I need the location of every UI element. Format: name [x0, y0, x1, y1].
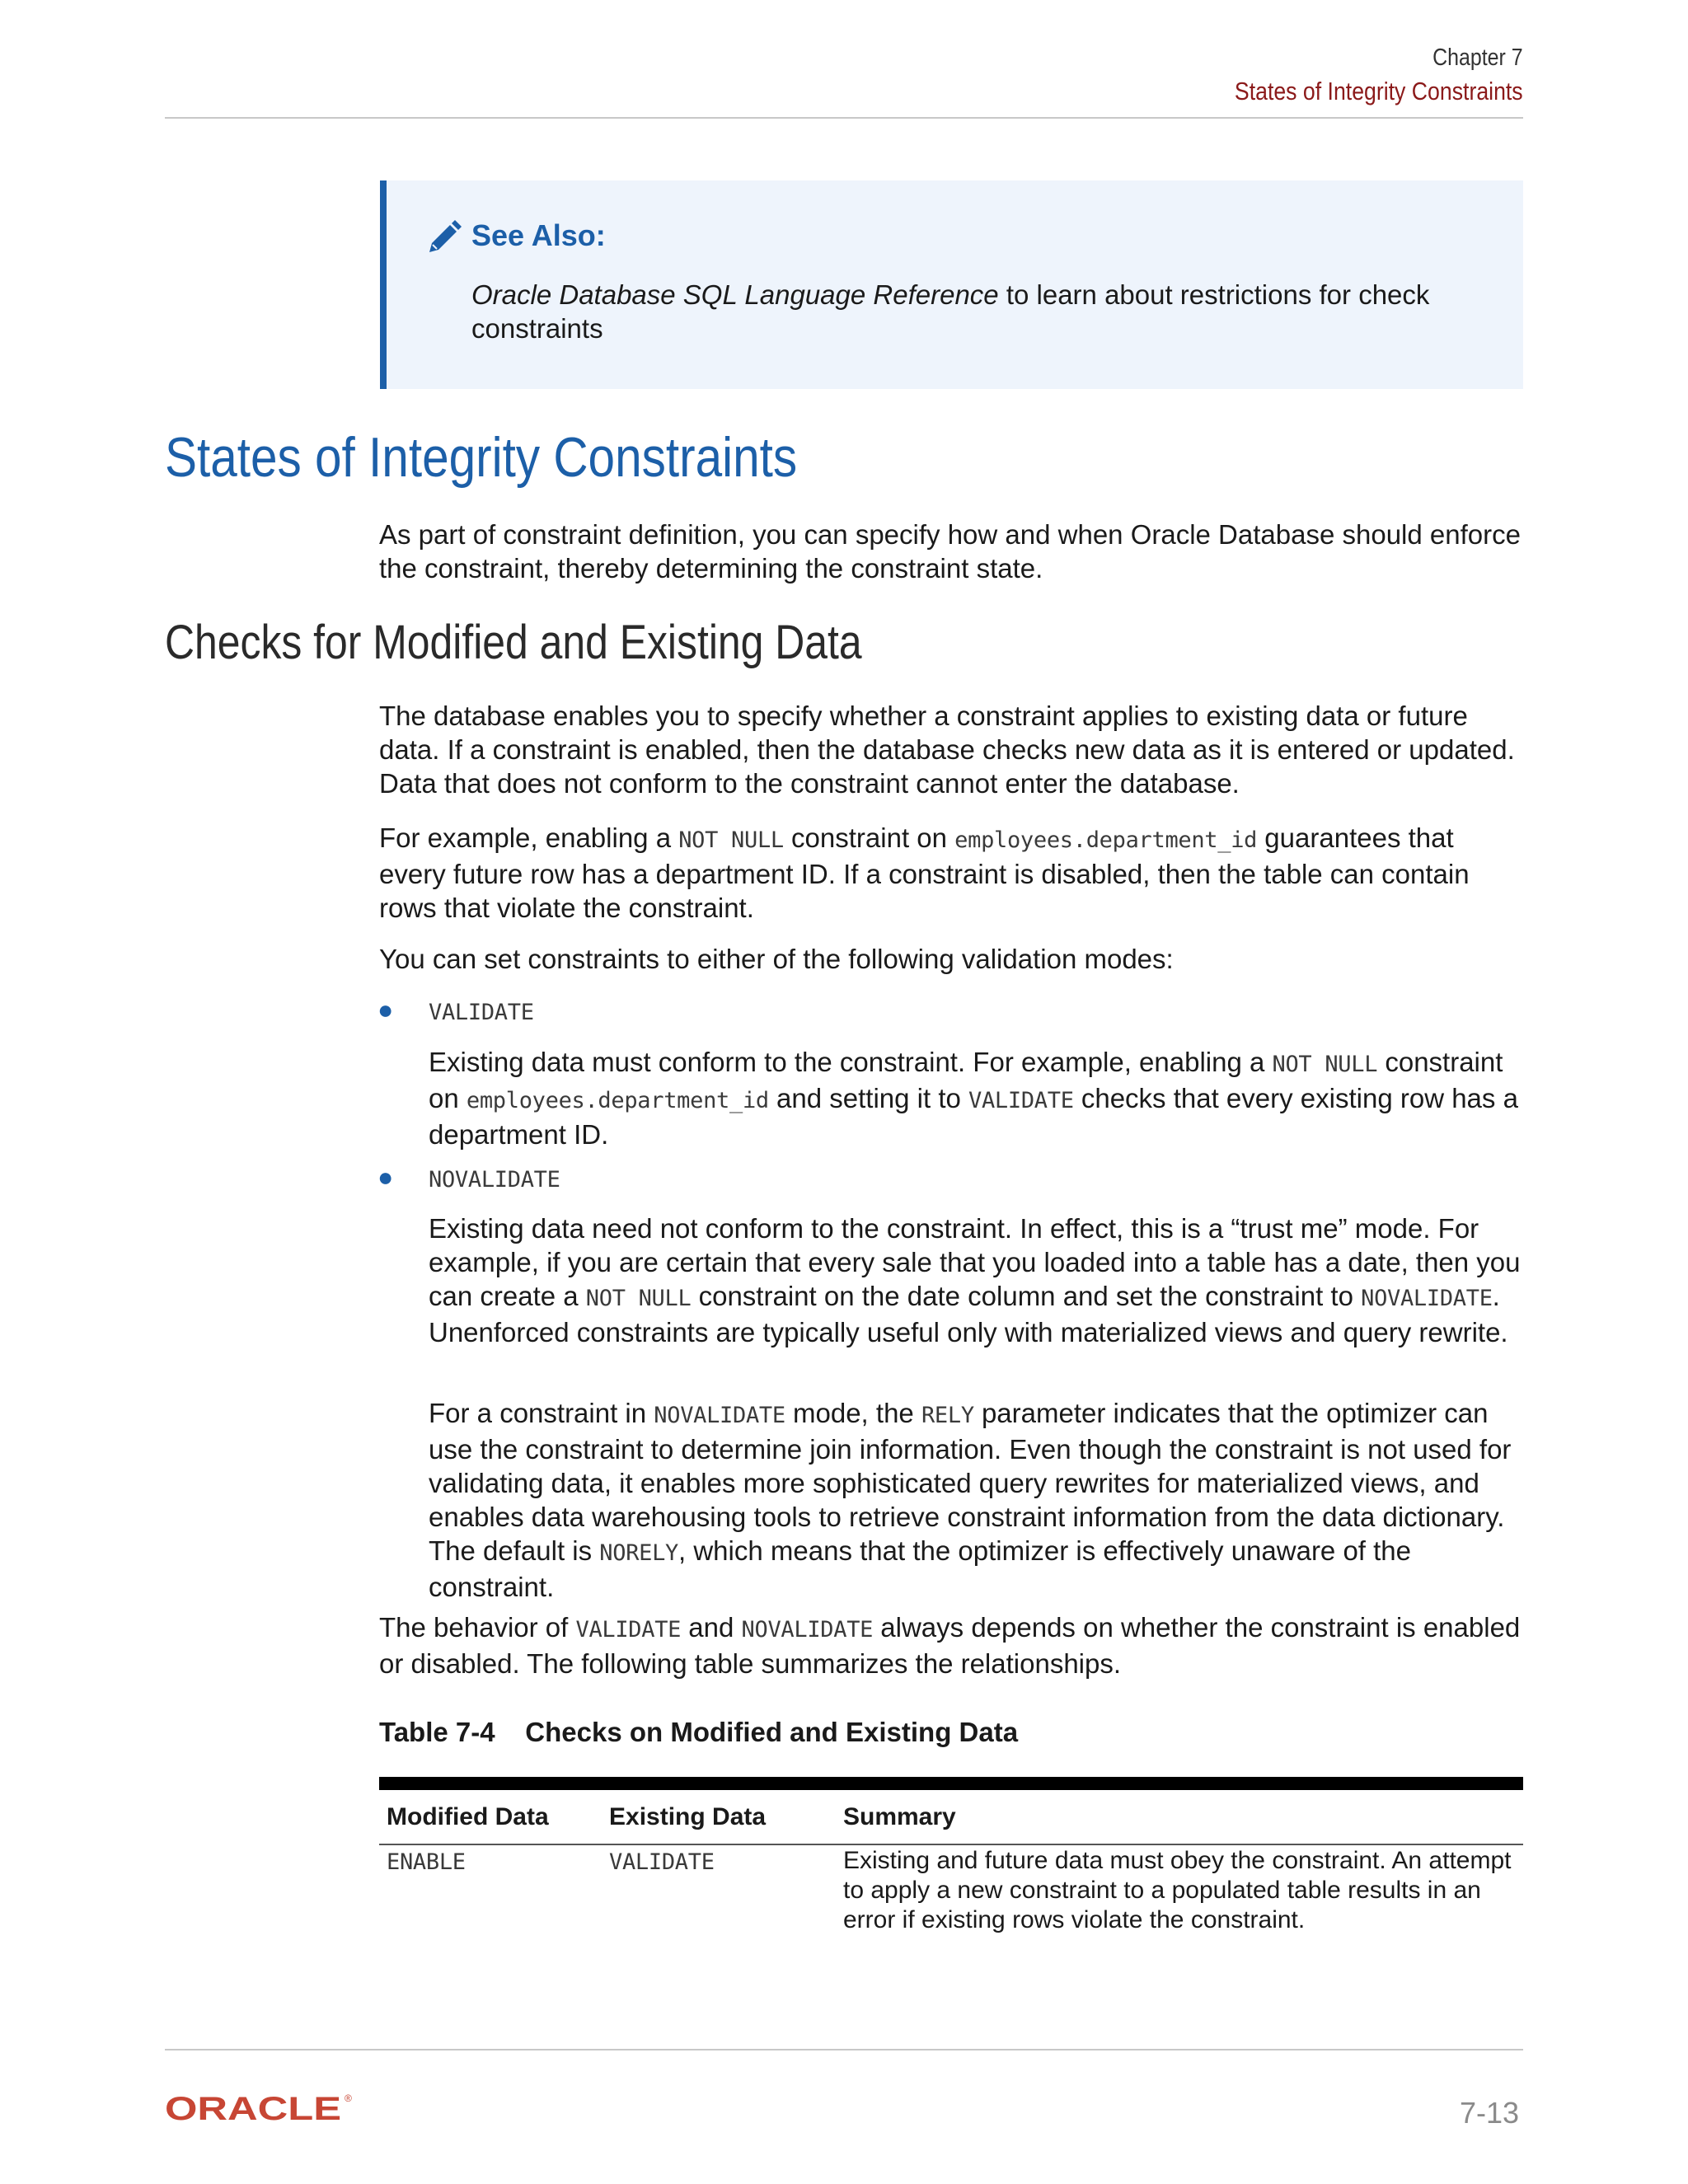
paragraph-1: The database enables you to specify whether a constraint applies to existing data or future data. If a constraint is enabled, then the database checks new data as it is entered or updated. Data that does not conform to the constraint cannot enter the database.	[379, 701, 1515, 799]
header-divider	[165, 117, 1523, 119]
running-header	[1188, 41, 1523, 109]
pencil-icon	[423, 218, 464, 259]
table-caption: Table 7-4 Checks on Modified and Existing Data	[379, 1717, 1019, 1747]
book-reference-link[interactable]: Oracle Database SQL Language Reference	[471, 279, 999, 310]
table-header-rule	[379, 1844, 1523, 1845]
svg-text:ORACLE: ORACLE	[165, 2092, 341, 2125]
bullet-icon: ●	[377, 1162, 394, 1192]
svg-text:®: ®	[345, 2093, 352, 2104]
bullet-novalidate-label: NOVALIDATE	[429, 1167, 560, 1193]
table-top-bar	[379, 1777, 1523, 1790]
paragraph-3: You can set constraints to either of the following validation modes:	[379, 944, 1174, 974]
section-label: States of Integrity Constraints	[1235, 77, 1523, 105]
bullet-novalidate-text: Existing data need not conform to the constraint. In effect, this is a “trust me” mode. For example, if you are certain that every sale that you loaded into a table has a date, then you can create a NOT NULL constraint on the date column and set the constraint to NOVALIDATE. Unenforced constraints are typically useful only with materialized views and query rewrite.	[429, 1213, 1521, 1347]
page-number: 7-13	[1459, 2096, 1519, 2130]
intro-paragraph: As part of constraint definition, you can specify how and when Oracle Database should enforce the constraint, thereby determining the constraint state.	[379, 519, 1521, 583]
footer-divider	[165, 2049, 1523, 2050]
chapter-label: Chapter 7	[1432, 45, 1523, 71]
paragraph-2: For example, enabling a NOT NULL constraint on employees.department_id guarantees that every future row has a department ID. If a constraint is disabled, then the table can contain rows that violate the constraint.	[379, 823, 1470, 923]
column-header-modified: Modified Data	[387, 1803, 549, 1830]
note-title: See Also:	[471, 218, 606, 252]
column-header-existing: Existing Data	[609, 1803, 767, 1830]
table-cell-summary: Existing and future data must obey the constraint. An attempt to apply a new constraint to a populated table results in an error if existing rows violate the constraint.	[843, 1847, 1512, 1933]
bullet-validate-text: Existing data must conform to the constraint. For example, enabling a NOT NULL constraint on employees.department_id and setting it to VALIDATE checks that every existing row has a department ID.	[429, 1047, 1518, 1150]
note-body: Oracle Database SQL Language Reference to learn about restrictions for check constraints	[471, 279, 1430, 344]
bullet-validate-label: VALIDATE	[429, 1000, 534, 1025]
paragraph-4: The behavior of VALIDATE and NOVALIDATE always depends on whether the constraint is enabled or disabled. The following table summarizes the relationships.	[379, 1612, 1521, 1679]
see-also-note	[380, 180, 1523, 389]
table-cell-modified: ENABLE	[387, 1849, 466, 1875]
table-cell-existing: VALIDATE	[609, 1849, 715, 1875]
bullet-icon: ●	[377, 995, 394, 1024]
column-header-summary: Summary	[843, 1803, 956, 1830]
section-heading: States of Integrity Constraints	[165, 426, 798, 489]
bullet-novalidate-rely-text: For a constraint in NOVALIDATE mode, the RELY parameter indicates that the optimizer can use the constraint to determine join information. Even though the constraint is not used for validating data, it enables more sophisticated query rewrites for materialized views, and enables data warehousing tools to retrieve constraint information from the data dictionary. The default is NORELY, which means that the optimizer is effectively unaware of the constraint.	[429, 1398, 1512, 1602]
subsection-heading: Checks for Modified and Existing Data	[165, 616, 862, 669]
oracle-logo	[165, 2092, 379, 2125]
